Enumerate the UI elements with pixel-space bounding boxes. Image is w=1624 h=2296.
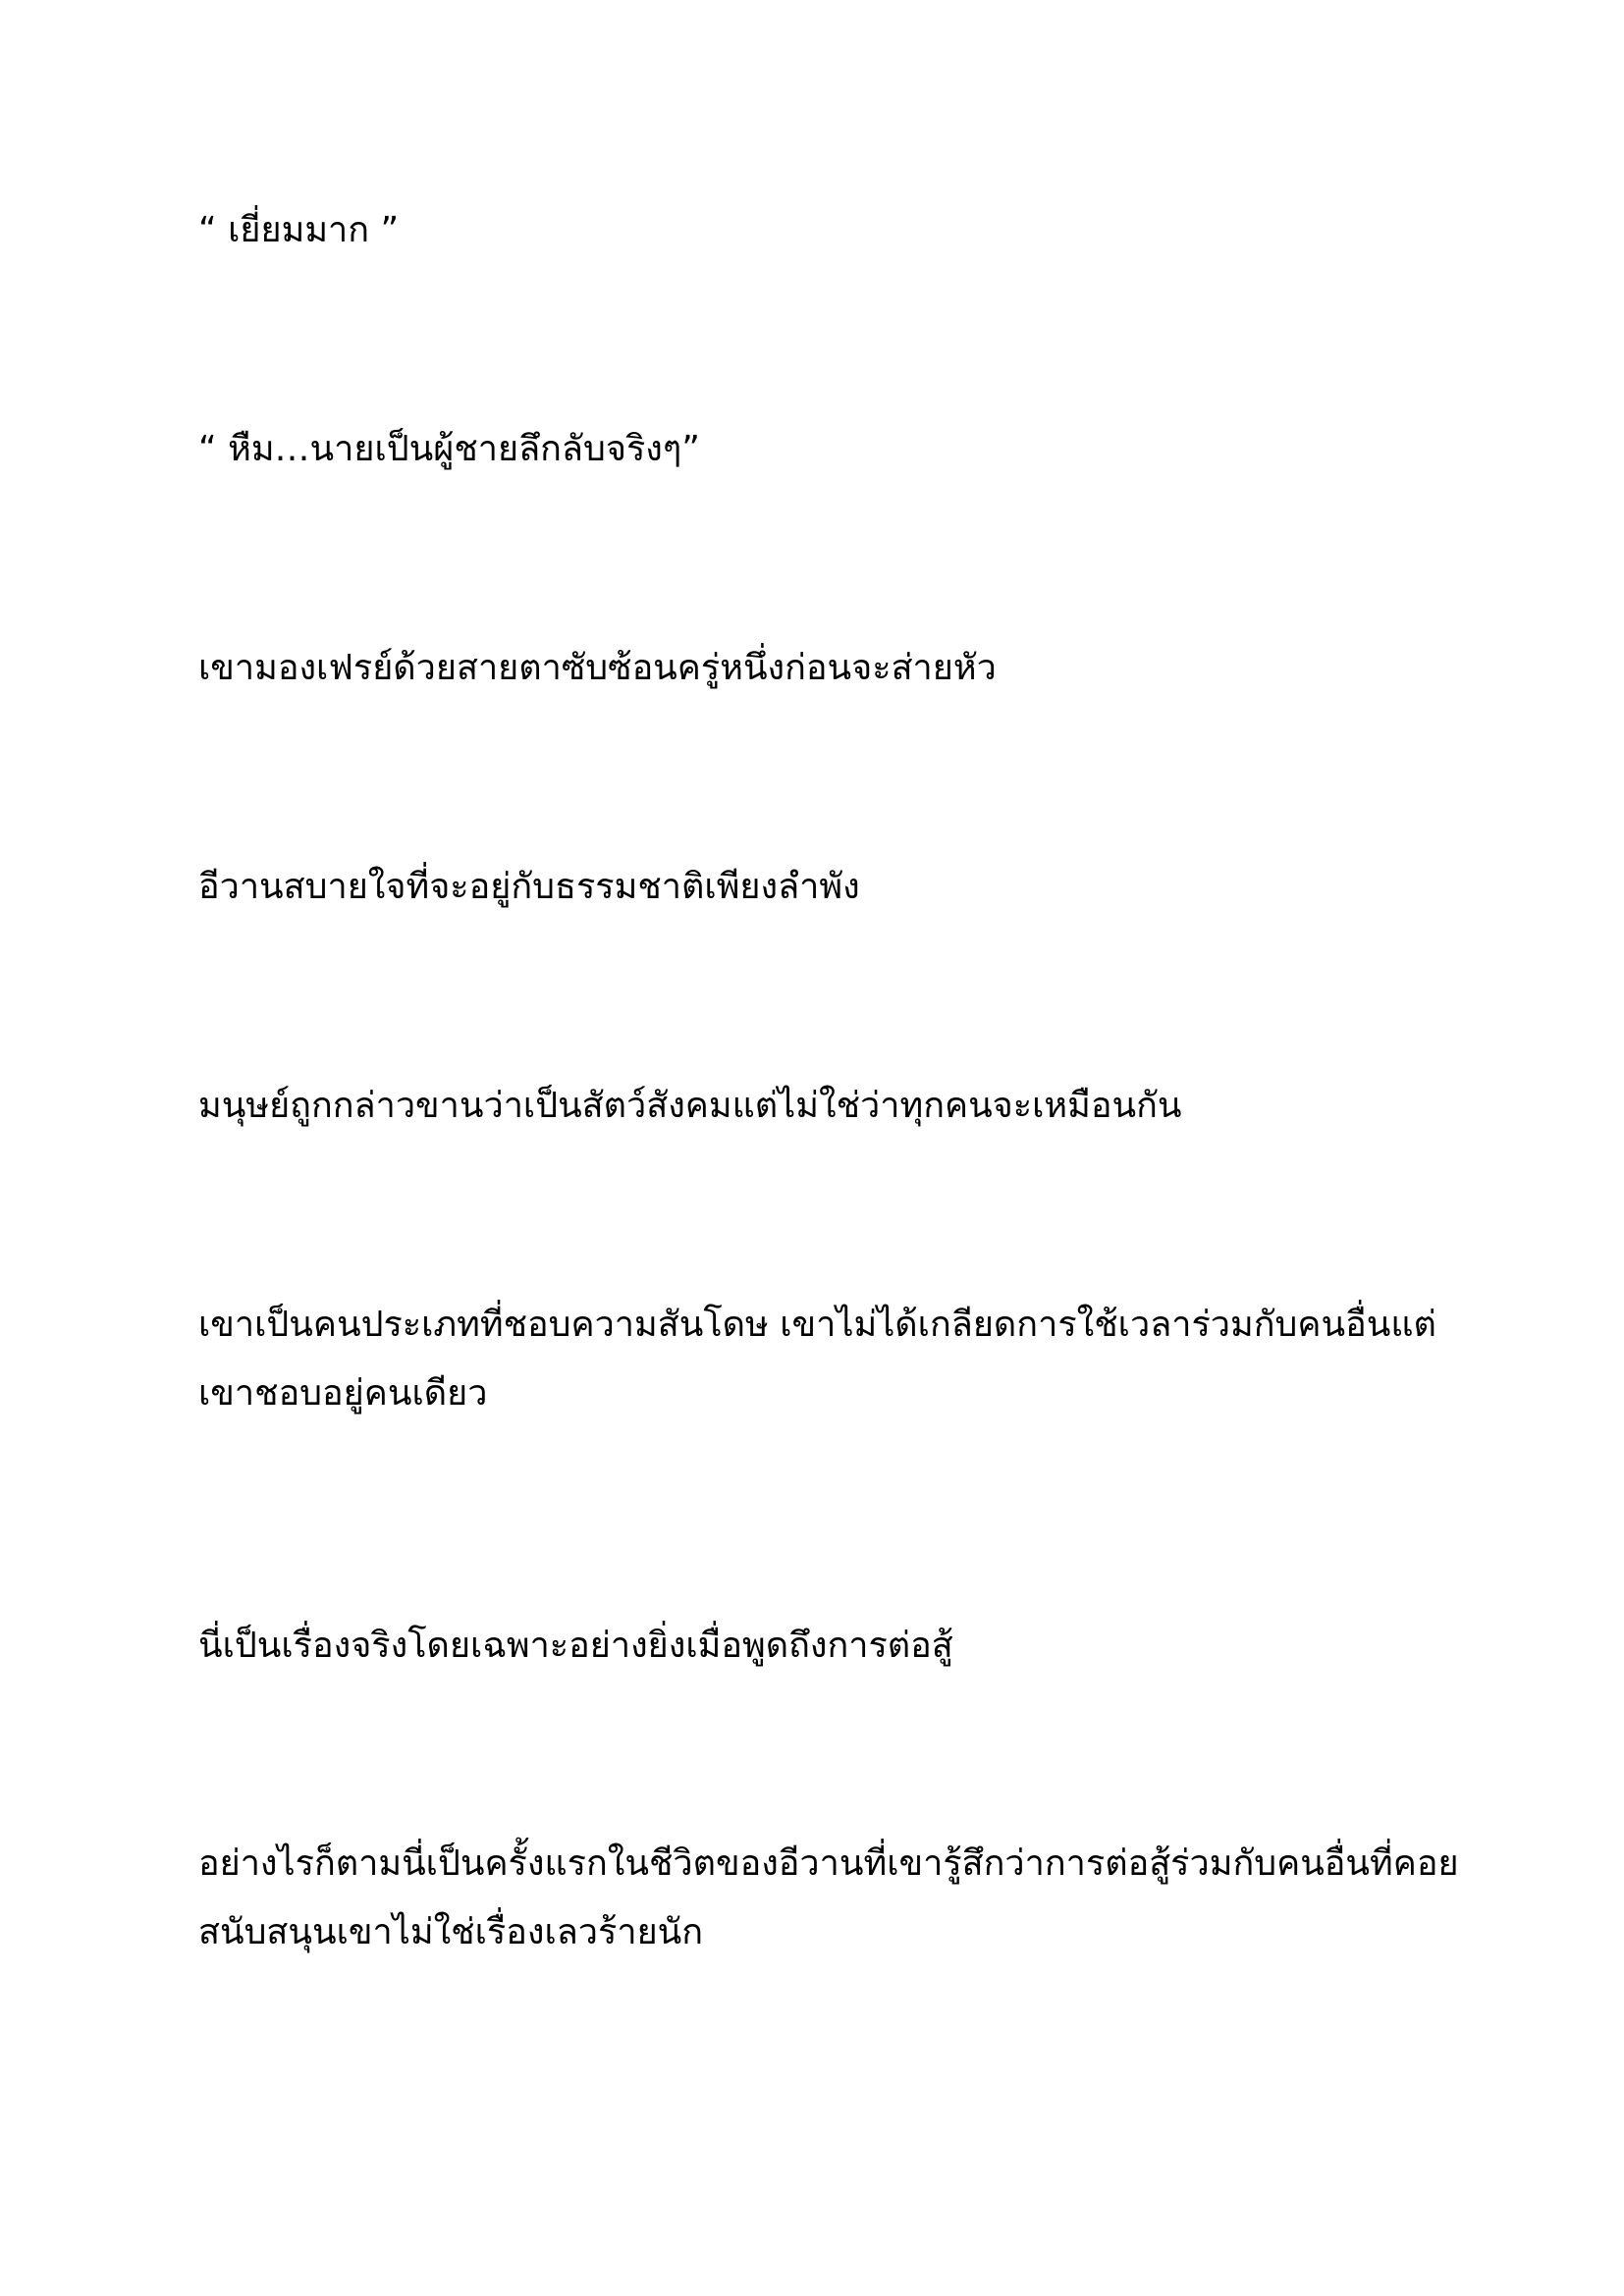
paragraph-line: เขาชอบอยู่คนเดียว	[198, 1373, 488, 1415]
paragraph-line: เขาเป็นคนประเภทที่ชอบความสันโดษ เขาไม่ได้เกลียดการใช้เวลาร่วมกับคนอื่นแต่	[198, 1305, 1436, 1345]
paragraph-narration-4	[198, 1304, 1436, 1415]
paragraph-dialogue-1	[198, 209, 399, 251]
paragraph-narration-3	[198, 1085, 1182, 1127]
paragraph-narration-6	[198, 1842, 1459, 1953]
paragraph-line: มนุษย์ถูกกล่าวขานว่าเป็นสัตว์สังคมแต่ไม่ใช่ว่าทุกคนจะเหมือนกัน	[198, 1086, 1182, 1126]
paragraph-narration-5	[198, 1625, 953, 1667]
paragraph-line: สนับสนุนเขาไม่ใช่เรื่องเลวร้ายนัก	[198, 1912, 704, 1953]
paragraph-line: เขามองเฟรย์ด้วยสายตาซับซ้อนครู่หนึ่งก่อนจะส่ายหัว	[198, 648, 997, 688]
paragraph-dialogue-2	[198, 428, 700, 470]
paragraph-line: อย่างไรก็ตามนี่เป็นครั้งแรกในชีวิตของอีวานที่เขารู้สึกว่าการต่อสู้ร่วมกับคนอื่นที่คอย	[198, 1843, 1459, 1884]
paragraph-line: “ หืม…นายเป็นผู้ชายลึกลับจริงๆ”	[198, 429, 700, 469]
paragraph-line: นี่เป็นเรื่องจริงโดยเฉพาะอย่างยิ่งเมื่อพูดถึงการต่อสู้	[198, 1626, 953, 1666]
paragraph-narration-1	[198, 647, 997, 689]
paragraph-line: “ เยี่ยมมาก ”	[198, 210, 400, 250]
paragraph-line: อีวานสบายใจที่จะอยู่กับธรรมชาติเพียงลำพัง	[198, 867, 860, 907]
paragraph-narration-2	[198, 866, 860, 908]
